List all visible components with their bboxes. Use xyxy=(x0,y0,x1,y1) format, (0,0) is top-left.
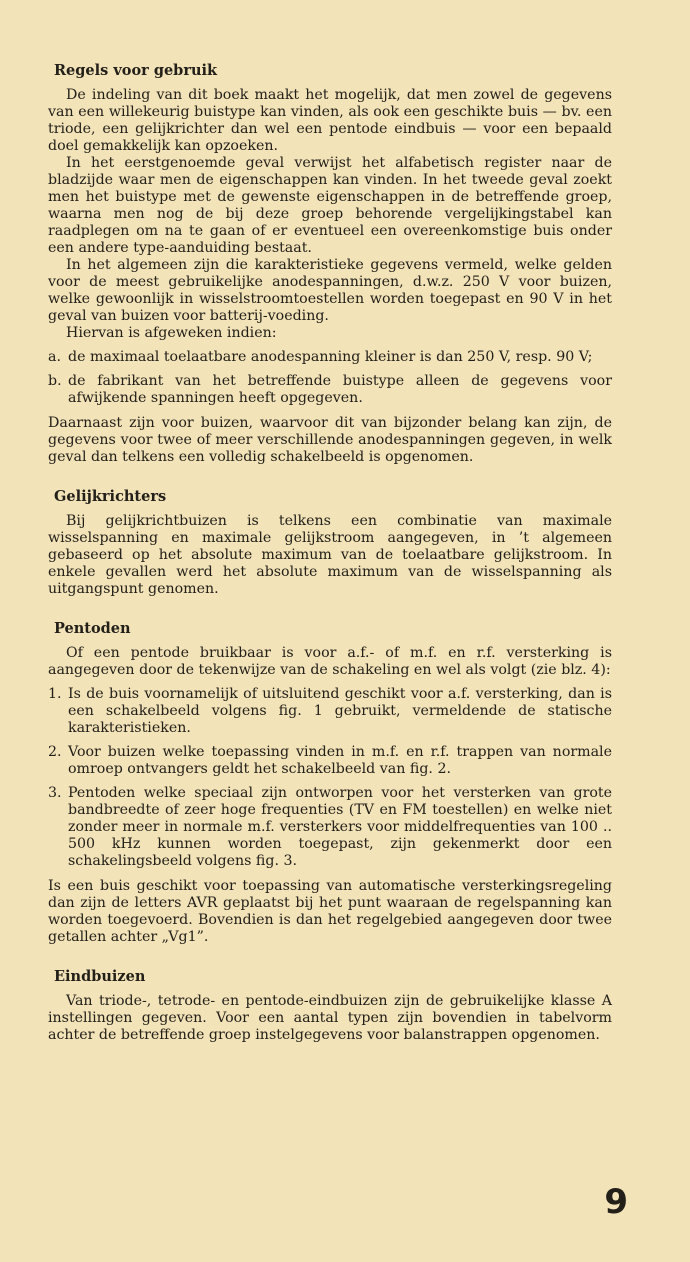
section-title: Gelijkrichters xyxy=(54,488,167,505)
list-item xyxy=(48,686,612,737)
section-title: Eindbuizen xyxy=(54,968,146,985)
paragraph: Of een pentode bruikbaar is voor a.f.- of m.f. en r.f. versterking is aangegeven door de tekenwijze van de schakeling en wel als volgt (zie blz. 4): xyxy=(48,645,612,678)
paragraph: Daarnaast zijn voor buizen, waarvoor dit van bijzonder belang kan zijn, de gegevens voor twee of meer verschillende anodespanningen gegeven, in welk geval dan telkens een volledig schakelbeeld is opgenomen. xyxy=(48,415,612,465)
list-marker: a. xyxy=(48,349,61,365)
paragraph: Van triode-, tetrode- en pentode-eindbuizen zijn de gebruikelijke klasse A instellingen gegeven. Voor een aantal typen zijn bovendien in tabelvorm achter de betreffende groep instelgegevens voor balanstrappen opgenomen. xyxy=(48,993,612,1043)
list-text: Pentoden welke speciaal zijn ontworpen voor het versterken van grote bandbreedte of zeer hoge frequenties (TV en FM toestellen) en welke niet zonder meer in normale m.f. versterkers voor middelfrequenties van 100 .. 500 kHz kunnen worden toegepast, zijn gekenmerkt door een schakelingsbeeld volgens fig. 3. xyxy=(68,785,612,869)
section-eindbuizen xyxy=(48,968,612,1044)
list-marker: 1. xyxy=(48,686,62,702)
list-item xyxy=(48,744,612,778)
section-regels xyxy=(48,62,612,466)
section-title: Regels voor gebruik xyxy=(54,62,218,79)
list-marker: 3. xyxy=(48,785,62,801)
list-text: Is de buis voornamelijk of uitsluitend geschikt voor a.f. versterking, dan is een schakelbeeld volgens fig. 1 gebruikt, vermeldende de statische karakteristieken. xyxy=(68,686,612,736)
paragraph: In het eerstgenoemde geval verwijst het alfabetisch register naar de bladzijde waar men de eigenschappen kan vinden. In het tweede geval zoekt men het buistype met de gewenste eigenschappen in de betreffende groep, waarna men nog de bij deze groep behorende vergelijkingstabel kan raadplegen om na te gaan of er eventueel een overeenkomstige buis onder een andere type-aanduiding bestaat. xyxy=(48,155,612,256)
paragraph: In het algemeen zijn die karakteristieke gegevens vermeld, welke gelden voor de meest gebruikelijke anodespanningen, d.w.z. 250 V voor buizen, welke gewoonlijk in wisselstroomtoestellen worden toegepast en 90 V in het geval van buizen voor batterij-voeding. xyxy=(48,257,612,324)
list-marker: b. xyxy=(48,373,62,389)
paragraph: Hiervan is afgeweken indien: xyxy=(66,325,277,341)
list-item xyxy=(48,785,612,870)
paragraph: Is een buis geschikt voor toepassing van automatische versterkingsregeling dan zijn de letters AVR geplaatst bij het punt waaraan de regelspanning kan worden toegevoerd. Bovendien is dan het regelgebied aangegeven door twee getallen achter „Vg1”. xyxy=(48,878,612,945)
exception-list xyxy=(48,349,612,407)
list-marker: 2. xyxy=(48,744,62,760)
page-number: 9 xyxy=(604,1182,628,1222)
list-item xyxy=(48,373,612,407)
paragraph: Bij gelijkrichtbuizen is telkens een combinatie van maximale wisselspanning en maximale gelijkstroom aangegeven, in ’t algemeen gebaseerd op het absolute maximum van de toelaatbare gelijkstroom. In enkele gevallen werd het absolute maximum van de wisselspanning als uitgangspunt genomen. xyxy=(48,513,612,597)
list-text: Voor buizen welke toepassing vinden in m.f. en r.f. trappen van normale omroep ontvangers geldt het schakelbeeld van fig. 2. xyxy=(68,744,612,777)
section-gelijkrichters xyxy=(48,488,612,598)
paragraph: De indeling van dit boek maakt het mogelijk, dat men zowel de gegevens van een willekeurig buistype kan vinden, als ook een geschikte buis — bv. een triode, een gelijkrichter dan wel een pentode eindbuis — voor een bepaald doel gemakkelijk kan opzoeken. xyxy=(48,87,612,154)
pentode-list xyxy=(48,686,612,870)
list-text: de maximaal toelaatbare anodespanning kleiner is dan 250 V, resp. 90 V; xyxy=(68,349,593,365)
list-text: de fabrikant van het betreffende buistype alleen de gegevens voor afwijkende spanningen heeft opgegeven. xyxy=(68,373,612,406)
section-title: Pentoden xyxy=(54,620,131,637)
list-item xyxy=(48,349,612,366)
section-pentoden xyxy=(48,620,612,946)
